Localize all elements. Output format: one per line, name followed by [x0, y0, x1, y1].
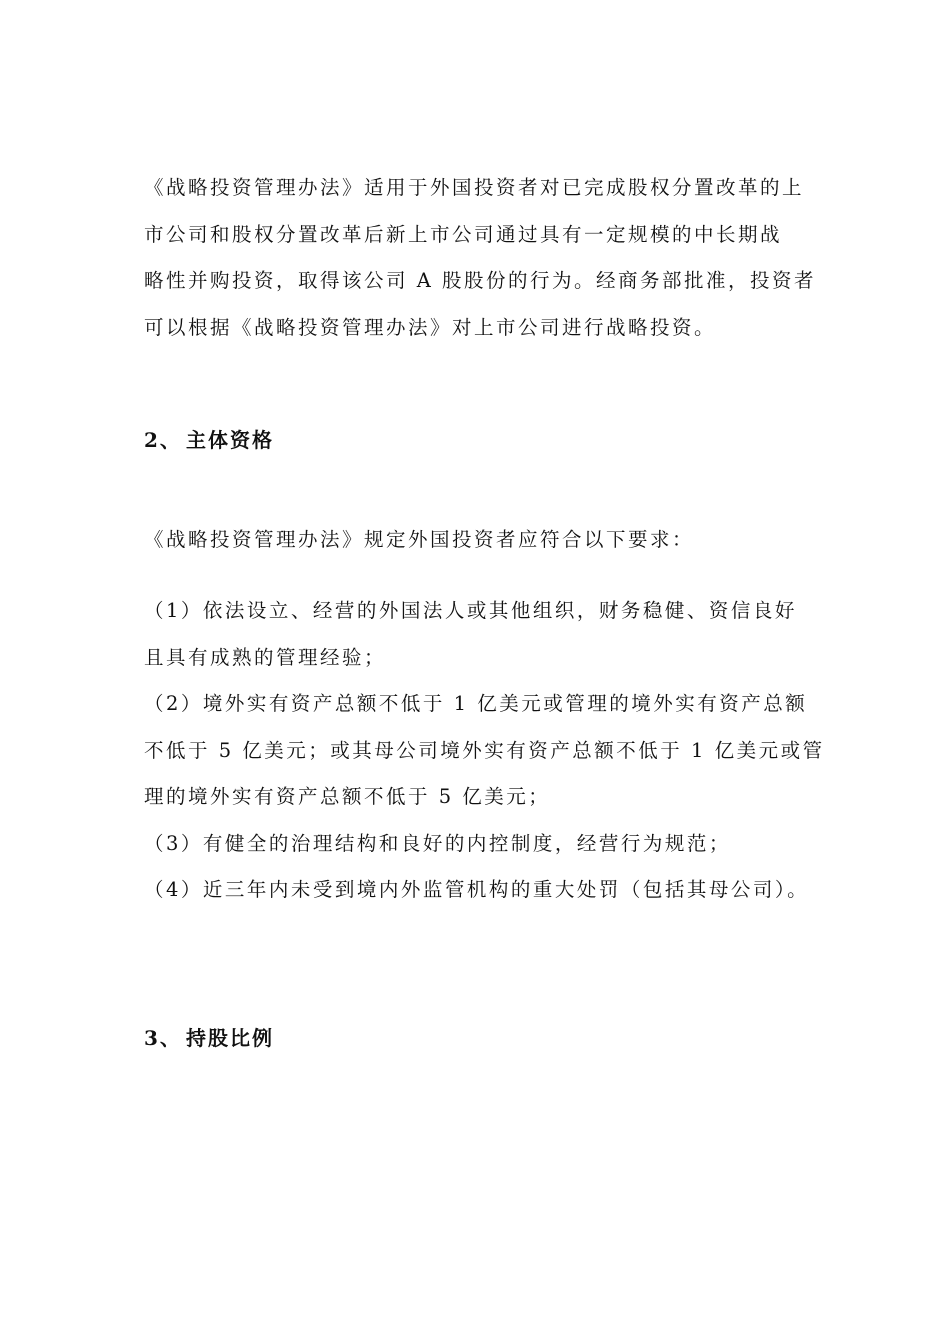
- requirement-1-line-1: （1）依法设立、经营的外国法人或其他组织，财务稳健、资信良好: [144, 599, 797, 622]
- requirements-list: [144, 588, 825, 914]
- requirement-2-line-3: 理的境外实有资产总额不低于 5 亿美元；: [144, 785, 551, 808]
- intro-paragraph: [144, 165, 816, 351]
- requirement-2-line-2: 不低于 5 亿美元；或其母公司境外实有资产总额不低于 1 亿美元或管: [144, 738, 825, 762]
- requirement-3: （3）有健全的治理结构和良好的内控制度，经营行为规范；: [144, 831, 731, 855]
- intro-line-3: 略性并购投资，取得该公司 A 股股份的行为。经商务部批准，投资者: [144, 269, 816, 292]
- section-2-title: 主体资格: [186, 428, 274, 452]
- section-2-lead: [144, 517, 808, 564]
- requirement-1-line-2: 且具有成熟的管理经验；: [144, 645, 387, 669]
- intro-line-1: 《战略投资管理办法》适用于外国投资者对已完成股权分置改革的上: [144, 176, 805, 199]
- section-3-heading: [144, 1024, 274, 1052]
- section-3-title: 持股比例: [186, 1026, 274, 1050]
- section-2-number: 2、: [144, 428, 182, 452]
- intro-line-2: 市公司和股权分置改革后新上市公司通过具有一定规模的中长期战: [144, 222, 783, 246]
- section-3-number: 3、: [144, 1026, 182, 1050]
- section-2-lead-text: 《战略投资管理办法》规定外国投资者应符合以下要求：: [144, 528, 695, 551]
- requirement-2-line-1: （2）境外实有资产总额不低于 1 亿美元或管理的境外实有资产总额: [144, 692, 808, 715]
- intro-line-4: 可以根据《战略投资管理办法》对上市公司进行战略投资。: [144, 315, 717, 339]
- section-2-heading: [144, 426, 274, 454]
- requirement-4: （4）近三年内未受到境内外监管机构的重大处罚（包括其母公司）。: [144, 878, 810, 901]
